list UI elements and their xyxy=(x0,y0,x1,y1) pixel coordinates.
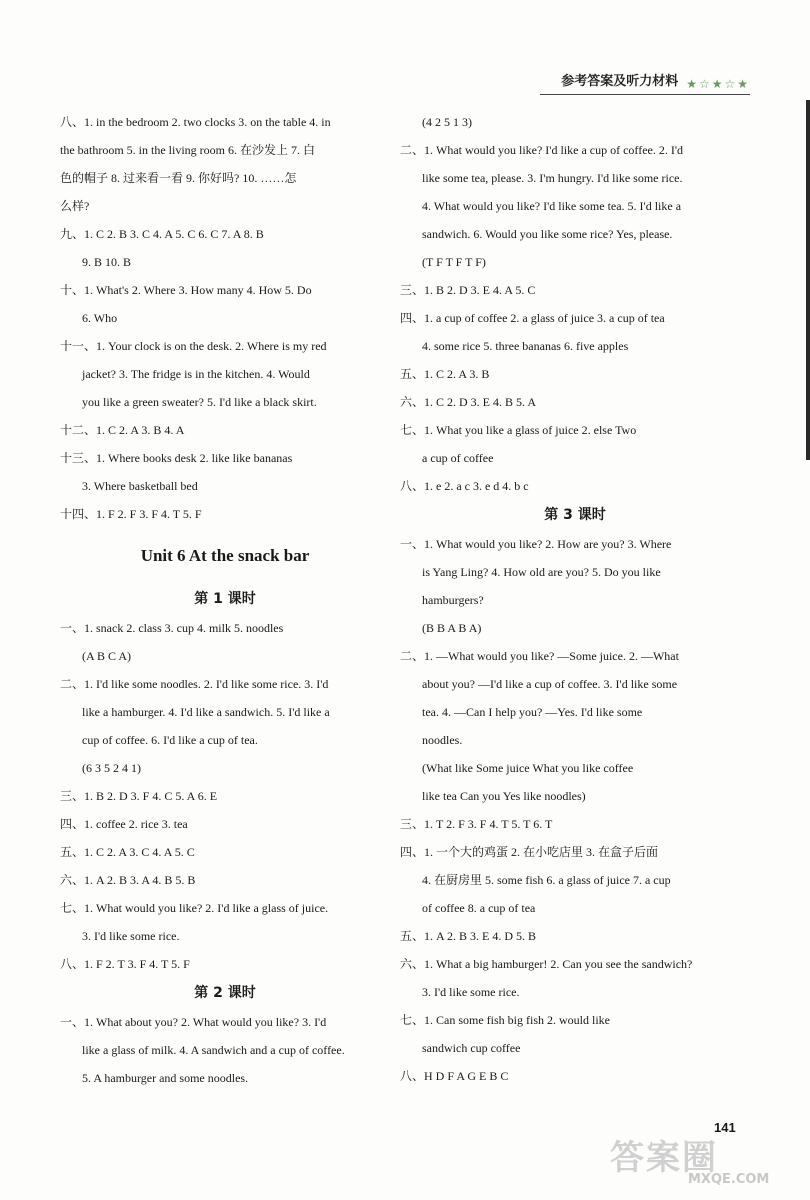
answer-line: of coffee 8. a cup of tea xyxy=(422,901,536,915)
answer-line: like a glass of milk. 4. A sandwich and a cup of coffee. xyxy=(82,1043,345,1057)
answer-line: 3. Where basketball bed xyxy=(82,479,198,493)
answer-line: 八、1. e 2. a c 3. e d 4. b c xyxy=(400,479,529,493)
answer-line: 9. B 10. B xyxy=(82,255,132,269)
answer-line: 十四、1. F 2. F 3. F 4. T 5. F xyxy=(60,507,202,521)
answer-line: 七、1. What you like a glass of juice 2. else Two xyxy=(400,423,637,437)
answer-line: (A B C A) xyxy=(82,649,132,663)
answer-line: cup of coffee. 6. I'd like a cup of tea. xyxy=(82,733,258,747)
answer-line: 五、1. A 2. B 3. E 4. D 5. B xyxy=(400,929,537,943)
answer-line: like some tea, please. 3. I'm hungry. I'd like some rice. xyxy=(422,171,683,185)
answer-line: sandwich cup coffee xyxy=(422,1041,521,1055)
answer-line: 八、H D F A G E B C xyxy=(400,1069,509,1083)
answer-line: 二、1. What would you like? I'd like a cup of coffee. 2. I'd xyxy=(400,143,684,157)
answer-line: 六、1. A 2. B 3. A 4. B 5. B xyxy=(60,873,196,887)
answer-line: tea. 4. —Can I help you? —Yes. I'd like some xyxy=(422,705,643,719)
answer-line: the bathroom 5. in the living room 6. 在沙发上 7. 白 xyxy=(60,143,315,157)
answer-line: 八、1. F 2. T 3. F 4. T 5. F xyxy=(60,957,190,971)
answer-line: 八、1. in the bedroom 2. two clocks 3. on the table 4. in xyxy=(60,115,331,129)
answer-line: 4. 在厨房里 5. some fish 6. a glass of juice 7. a cup xyxy=(422,873,671,887)
answer-line: 十一、1. Your clock is on the desk. 2. Where is my red xyxy=(60,339,327,353)
answer-line: 6. Who xyxy=(82,311,118,325)
answer-line: (What like Some juice What you like coffee xyxy=(422,761,634,775)
answer-line: 4. some rice 5. three bananas 6. five apples xyxy=(422,339,629,353)
left-answer-column xyxy=(60,108,390,1092)
unit-heading: Unit 6 At the snack bar xyxy=(140,546,310,565)
answer-line: 么样? xyxy=(60,199,90,213)
star-decoration-icon: ★☆★☆★ xyxy=(686,77,750,91)
answer-line: 一、1. What about you? 2. What would you like? 3. I'd xyxy=(60,1015,327,1029)
answer-line: like a hamburger. 4. I'd like a sandwich. 5. I'd like a xyxy=(82,705,330,719)
header-title: 参考答案及听力材料 xyxy=(561,74,679,89)
answer-line: 三、1. T 2. F 3. F 4. T 5. T 6. T xyxy=(400,817,553,831)
answer-line: a cup of coffee xyxy=(422,451,494,465)
lesson-heading: 第 1 课时 xyxy=(194,591,256,607)
answer-line: 5. A hamburger and some noodles. xyxy=(82,1071,249,1085)
page-edge-bar xyxy=(806,100,810,460)
answer-line: noodles. xyxy=(422,733,463,747)
answer-line: about you? —I'd like a cup of coffee. 3. I'd like some xyxy=(422,677,678,691)
answer-line: 十、1. What's 2. Where 3. How many 4. How 5. Do xyxy=(60,283,312,297)
answer-line: 五、1. C 2. A 3. C 4. A 5. C xyxy=(60,845,195,859)
answer-line: sandwich. 6. Would you like some rice? Yes, please. xyxy=(422,227,673,241)
answer-line: hamburgers? xyxy=(422,593,484,607)
answer-line: (4 2 5 1 3) xyxy=(422,115,472,129)
page-number: 141 xyxy=(714,1120,736,1135)
answer-line: 三、1. B 2. D 3. F 4. C 5. A 6. E xyxy=(60,789,218,803)
answer-line: 3. I'd like some rice. xyxy=(422,985,520,999)
answer-line: you like a green sweater? 5. I'd like a black skirt. xyxy=(82,395,317,409)
right-answer-column xyxy=(400,108,750,1090)
answer-line: 九、1. C 2. B 3. C 4. A 5. C 6. C 7. A 8. B xyxy=(60,227,264,241)
answer-line: 六、1. C 2. D 3. E 4. B 5. A xyxy=(400,395,537,409)
header-divider xyxy=(540,94,750,95)
answer-line: (T F T F T F) xyxy=(422,255,486,269)
answer-line: is Yang Ling? 4. How old are you? 5. Do you like xyxy=(422,565,661,579)
answer-line: (6 3 5 2 4 1) xyxy=(82,761,141,775)
answer-line: like tea Can you Yes like noodles) xyxy=(422,789,586,803)
lesson-heading: 第 3 课时 xyxy=(544,507,606,523)
answer-line: 三、1. B 2. D 3. E 4. A 5. C xyxy=(400,283,536,297)
answer-line: 七、1. What would you like? 2. I'd like a glass of juice. xyxy=(60,901,329,915)
answer-line: 一、1. snack 2. class 3. cup 4. milk 5. noodles xyxy=(60,621,284,635)
answer-line: 四、1. coffee 2. rice 3. tea xyxy=(60,817,188,831)
answer-line: jacket? 3. The fridge is in the kitchen. 4. Would xyxy=(82,367,310,381)
answer-line: 四、1. a cup of coffee 2. a glass of juice 3. a cup of tea xyxy=(400,311,665,325)
answer-line: (B B A B A) xyxy=(422,621,482,635)
answer-line: 七、1. Can some fish big fish 2. would like xyxy=(400,1013,610,1027)
answer-line: 色的帽子 8. 过来看一看 9. 你好吗? 10. ……怎 xyxy=(60,171,297,185)
answer-line: 四、1. 一个大的鸡蛋 2. 在小吃店里 3. 在盒子后面 xyxy=(400,845,659,859)
answer-line: 十二、1. C 2. A 3. B 4. A xyxy=(60,423,185,437)
answer-line: 二、1. I'd like some noodles. 2. I'd like some rice. 3. I'd xyxy=(60,677,329,691)
lesson-heading: 第 2 课时 xyxy=(194,985,256,1001)
answer-line: 十三、1. Where books desk 2. like like bananas xyxy=(60,451,293,465)
watermark-logo: 答案圈 xyxy=(610,1138,718,1178)
answer-line: 一、1. What would you like? 2. How are you? 3. Where xyxy=(400,537,672,551)
page-header xyxy=(561,70,750,89)
answer-line: 六、1. What a big hamburger! 2. Can you see the sandwich? xyxy=(400,957,693,971)
answer-line: 二、1. —What would you like? —Some juice. 2. —What xyxy=(400,649,679,663)
answer-line: 3. I'd like some rice. xyxy=(82,929,180,943)
answer-line: 五、1. C 2. A 3. B xyxy=(400,367,490,381)
answer-line: 4. What would you like? I'd like some tea. 5. I'd like a xyxy=(422,199,682,213)
watermark-url: MXQE.COM xyxy=(688,1172,770,1187)
